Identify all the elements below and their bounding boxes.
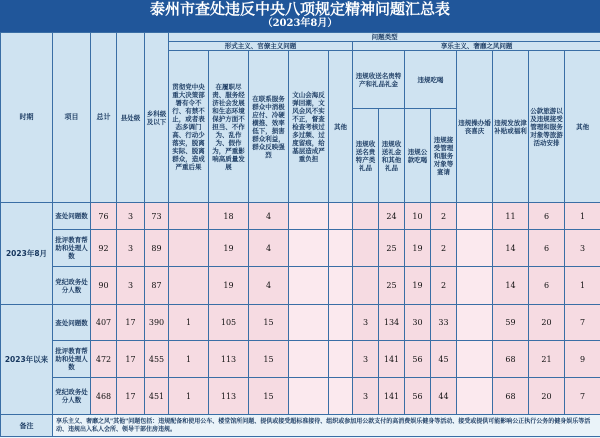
cell-f1 (169, 203, 209, 230)
cell-township: 87 (145, 267, 169, 305)
cell-f3: 4 (249, 230, 289, 267)
cell-h-other: 1 (565, 267, 600, 305)
cell-h3 (457, 378, 493, 415)
header-h4: 违规发放津补贴或福利 (493, 51, 529, 203)
header-h1a: 违规收送名贵特产类礼品 (353, 109, 379, 203)
cell-f2: 113 (209, 378, 249, 415)
cell-f3: 15 (249, 305, 289, 341)
row-item: 查处问题数 (53, 305, 91, 341)
period-label: 2023年8月 (1, 203, 53, 305)
cell-h2b: 33 (431, 305, 457, 341)
report-subtitle: （2023年8月） (262, 18, 338, 29)
cell-f-other (329, 267, 353, 305)
cell-h4: 11 (493, 203, 529, 230)
header-total: 总计 (91, 33, 117, 203)
cell-h2b: 2 (431, 203, 457, 230)
cell-h2a: 19 (405, 230, 431, 267)
cell-h1b: 141 (379, 378, 405, 415)
header-h2: 违规吃喝 (405, 51, 457, 109)
cell-total: 468 (91, 378, 117, 415)
cell-f1 (169, 230, 209, 267)
cell-f2: 19 (209, 230, 249, 267)
header-f-other: 其他 (329, 51, 353, 203)
row-item: 党纪政务处分人数 (53, 267, 91, 305)
row-item: 党纪政务处分人数 (53, 378, 91, 415)
cell-h1b: 24 (379, 203, 405, 230)
cell-h-other: 9 (565, 341, 600, 378)
cell-f3: 15 (249, 378, 289, 415)
cell-h3 (457, 267, 493, 305)
cell-h5: 6 (529, 203, 565, 230)
cell-h3 (457, 230, 493, 267)
cell-f1: 1 (169, 341, 209, 378)
cell-f4 (289, 203, 329, 230)
header-f3: 在联系服务群众中消极应付、冷硬横推、效率低下，损害群众利益，群众反映强烈 (249, 51, 289, 203)
cell-f4 (289, 305, 329, 341)
cell-f-other (329, 378, 353, 415)
cell-township: 73 (145, 203, 169, 230)
header-f2: 在履职尽责、服务经济社会发展和生态环境保护方面不担当、不作为、乱作为、假作为，严重影响高质量发展 (209, 51, 249, 203)
cell-f1 (169, 267, 209, 305)
cell-h1a: 3 (353, 378, 379, 415)
cell-f3: 4 (249, 267, 289, 305)
report-title: 泰州市查处违反中央八项规定精神问题汇总表 (149, 0, 450, 18)
cell-f2: 19 (209, 267, 249, 305)
cell-h1a: 3 (353, 305, 379, 341)
cell-h4: 59 (493, 305, 529, 341)
cell-h2b: 2 (431, 230, 457, 267)
title-bar (0, 0, 600, 32)
cell-h1a (353, 203, 379, 230)
cell-county: 17 (117, 305, 145, 341)
header-formalism-group: 形式主义、官僚主义问题 (169, 42, 353, 51)
cell-h1b: 25 (379, 267, 405, 305)
header-item: 项目 (53, 33, 91, 203)
cell-h1a (353, 267, 379, 305)
header-problem-type: 问题类型 (169, 33, 600, 42)
cell-h2a: 30 (405, 305, 431, 341)
cell-total: 92 (91, 230, 117, 267)
header-hedonism-group: 享乐主义、奢靡之风问题 (353, 42, 600, 51)
cell-township: 455 (145, 341, 169, 378)
cell-h-other: 1 (565, 203, 600, 230)
cell-f4 (289, 267, 329, 305)
cell-f2: 18 (209, 203, 249, 230)
cell-h1a: 3 (353, 341, 379, 378)
cell-f4 (289, 378, 329, 415)
cell-total: 76 (91, 203, 117, 230)
header-township-level: 乡科级及以下 (145, 33, 169, 203)
cell-h-other: 7 (565, 378, 600, 415)
cell-h5: 20 (529, 378, 565, 415)
header-f1: 贯彻党中央重大决策部署有令不行、有禁不止，或者表态多调门高、行动少落实，脱离实际、脱离群众，造成严重后果 (169, 51, 209, 203)
cell-county: 17 (117, 341, 145, 378)
cell-h1b: 134 (379, 305, 405, 341)
cell-h2a: 56 (405, 378, 431, 415)
header-h3: 违规操办婚丧喜庆 (457, 51, 493, 203)
header-h1b: 违规收送礼金和其他礼品 (379, 109, 405, 203)
cell-h-other: 7 (565, 305, 600, 341)
row-item: 批评教育帮助和处理人数 (53, 230, 91, 267)
header-h5: 公款旅游以及违规接受管理和服务对象等旅游活动安排 (529, 51, 565, 203)
cell-township: 390 (145, 305, 169, 341)
cell-h-other: 3 (565, 230, 600, 267)
cell-h3 (457, 305, 493, 341)
cell-h2a: 56 (405, 341, 431, 378)
cell-county: 3 (117, 230, 145, 267)
cell-f1: 1 (169, 378, 209, 415)
header-h2b: 违规接受管理和服务对象等宴请 (431, 109, 457, 203)
notes-label: 备注 (1, 415, 53, 437)
cell-township: 89 (145, 230, 169, 267)
cell-h4: 68 (493, 341, 529, 378)
cell-h2a: 19 (405, 267, 431, 305)
row-item: 批评教育帮助和处理人数 (53, 341, 91, 378)
cell-f-other (329, 341, 353, 378)
cell-f-other (329, 203, 353, 230)
cell-h4: 68 (493, 378, 529, 415)
cell-county: 3 (117, 267, 145, 305)
summary-table (0, 32, 600, 437)
cell-f2: 105 (209, 305, 249, 341)
cell-h5: 21 (529, 341, 565, 378)
notes-text: 享乐主义、奢靡之风"其他"问题包括：违规配备和使用公车、楼堂馆所问题、提供或接受超标准接待、组织或参加用公款支付的高消费娱乐健身等活动、接受或提供可能影响公正执行公务的健身娱乐等活动、违规出入私人会所、领导干部住房违规。 (53, 415, 600, 437)
cell-f4 (289, 230, 329, 267)
cell-h2a: 10 (405, 203, 431, 230)
cell-h4: 14 (493, 267, 529, 305)
cell-total: 472 (91, 341, 117, 378)
cell-h5: 6 (529, 267, 565, 305)
cell-county: 3 (117, 203, 145, 230)
cell-h3 (457, 203, 493, 230)
cell-f3: 15 (249, 341, 289, 378)
cell-total: 407 (91, 305, 117, 341)
header-f4: 文山会海反弹回潮，文风会风不实不正，督查检查考核过多过频、过度留痕，给基层造成严重负担 (289, 51, 329, 203)
header-county-level: 县处级 (117, 33, 145, 203)
cell-h1a (353, 230, 379, 267)
header-h1: 违规收送名贵特产和礼品礼金 (353, 51, 405, 109)
cell-f-other (329, 230, 353, 267)
cell-h2b: 45 (431, 341, 457, 378)
cell-f3: 4 (249, 203, 289, 230)
cell-h1b: 141 (379, 341, 405, 378)
cell-f-other (329, 305, 353, 341)
cell-h1b: 25 (379, 230, 405, 267)
cell-h2b: 2 (431, 267, 457, 305)
cell-township: 451 (145, 378, 169, 415)
cell-h5: 20 (529, 305, 565, 341)
cell-f2: 113 (209, 341, 249, 378)
cell-f4 (289, 341, 329, 378)
cell-total: 90 (91, 267, 117, 305)
cell-county: 17 (117, 378, 145, 415)
header-period: 时期 (1, 33, 53, 203)
row-item: 查处问题数 (53, 203, 91, 230)
cell-h4: 14 (493, 230, 529, 267)
cell-h3 (457, 341, 493, 378)
header-h-other: 其他 (565, 51, 600, 203)
period-label: 2023年以来 (1, 305, 53, 415)
cell-f1: 1 (169, 305, 209, 341)
cell-h2b: 44 (431, 378, 457, 415)
cell-h5: 6 (529, 230, 565, 267)
header-h2a: 违规公款吃喝 (405, 109, 431, 203)
